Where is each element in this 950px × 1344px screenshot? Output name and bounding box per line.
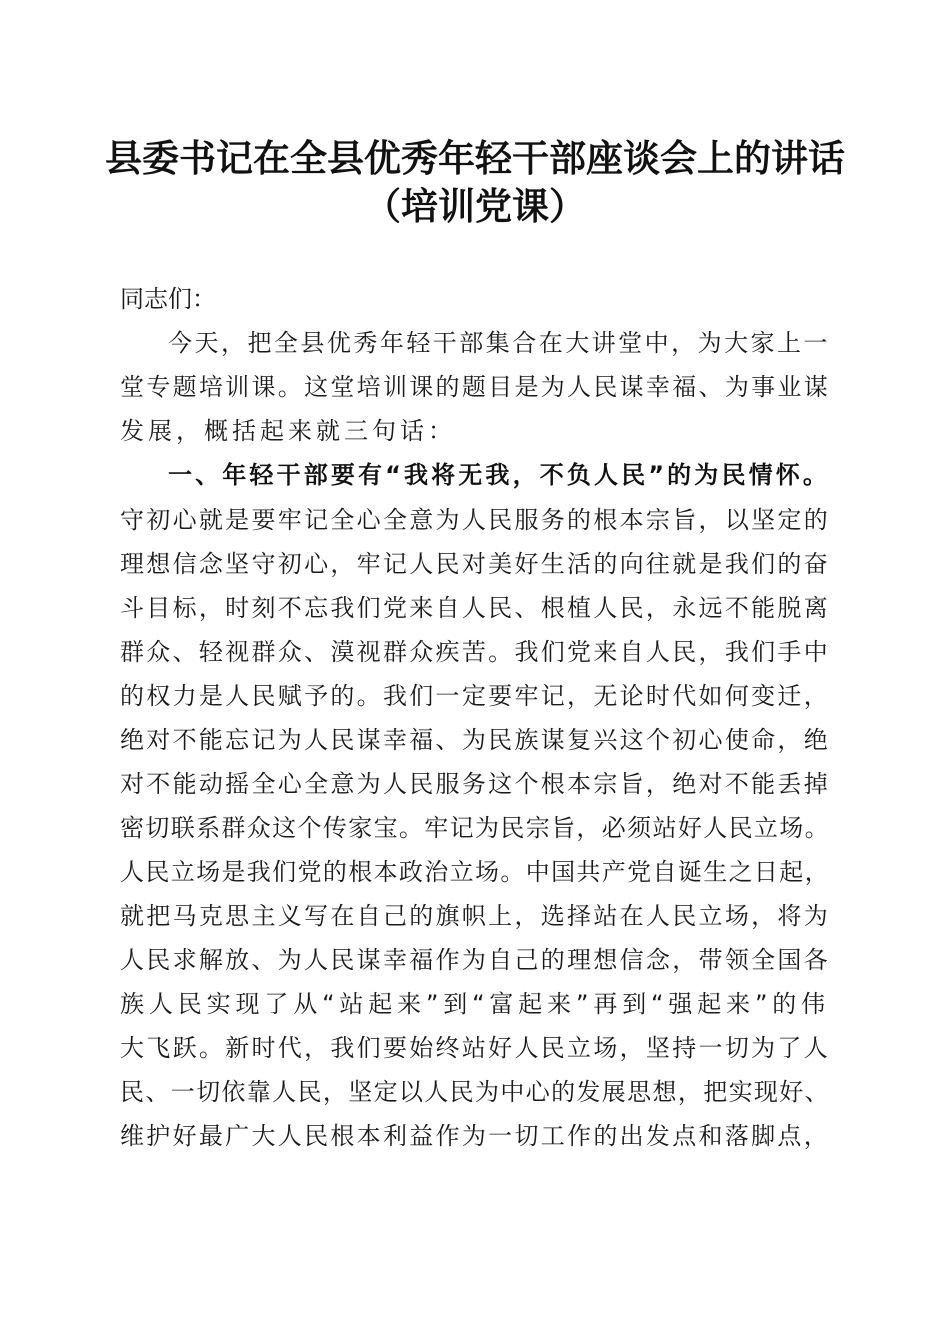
paragraph-line: 维护好最广大人民根本利益作为一切工作的出发点和落脚点， [120, 1122, 830, 1150]
paragraph-line: 的权力是人民赋予的。我们一定要牢记，无论时代如何变迁， [120, 682, 830, 710]
paragraph-line: 大飞跃。新时代，我们要始终站好人民立场，坚持一切为了人 [120, 1034, 830, 1062]
paragraph-line: 族人民实现了从“站起来”到“富起来”再到“强起来”的伟 [120, 990, 830, 1018]
document-subtitle: （培训党课） [364, 184, 586, 228]
paragraph-line: 人民立场是我们党的根本政治立场。中国共产党自诞生之日起， [120, 858, 830, 886]
paragraph-line: 发展，概括起来就三句话： [120, 417, 456, 445]
section-heading: 一、年轻干部要有“我将无我，不负人民”的为民情怀。 [168, 461, 830, 489]
paragraph-line: 斗目标，时刻不忘我们党来自人民、根植人民，永远不能脱离 [120, 594, 830, 622]
paragraph-line: 民、一切依靠人民，坚定以人民为中心的发展思想，把实现好、 [120, 1078, 830, 1106]
paragraph-line: 守初心就是要牢记全心全意为人民服务的根本宗旨，以坚定的 [120, 506, 830, 534]
paragraph-line: 群众、轻视群众、漠视群众疾苦。我们党来自人民，我们手中 [120, 638, 830, 666]
salutation: 同志们： [120, 285, 216, 313]
paragraph-line: 今天，把全县优秀年轻干部集合在大讲堂中，为大家上一 [168, 329, 830, 357]
paragraph-line: 对不能动摇全心全意为人民服务这个根本宗旨，绝对不能丢掉 [120, 770, 830, 798]
paragraph-line: 绝对不能忘记为人民谋幸福、为民族谋复兴这个初心使命，绝 [120, 726, 830, 754]
paragraph-line: 密切联系群众这个传家宝。牢记为民宗旨，必须站好人民立场。 [120, 814, 830, 842]
paragraph-line: 就把马克思主义写在自己的旗帜上，选择站在人民立场，将为 [120, 902, 830, 930]
document-title: 县委书记在全县优秀年轻干部座谈会上的讲话 [105, 136, 845, 180]
paragraph-line: 理想信念坚守初心，牢记人民对美好生活的向往就是我们的奋 [120, 550, 830, 578]
paragraph-line: 人民求解放、为人民谋幸福作为自己的理想信念，带领全国各 [120, 946, 830, 974]
paragraph-line: 堂专题培训课。这堂培训课的题目是为人民谋幸福、为事业谋 [120, 373, 830, 401]
